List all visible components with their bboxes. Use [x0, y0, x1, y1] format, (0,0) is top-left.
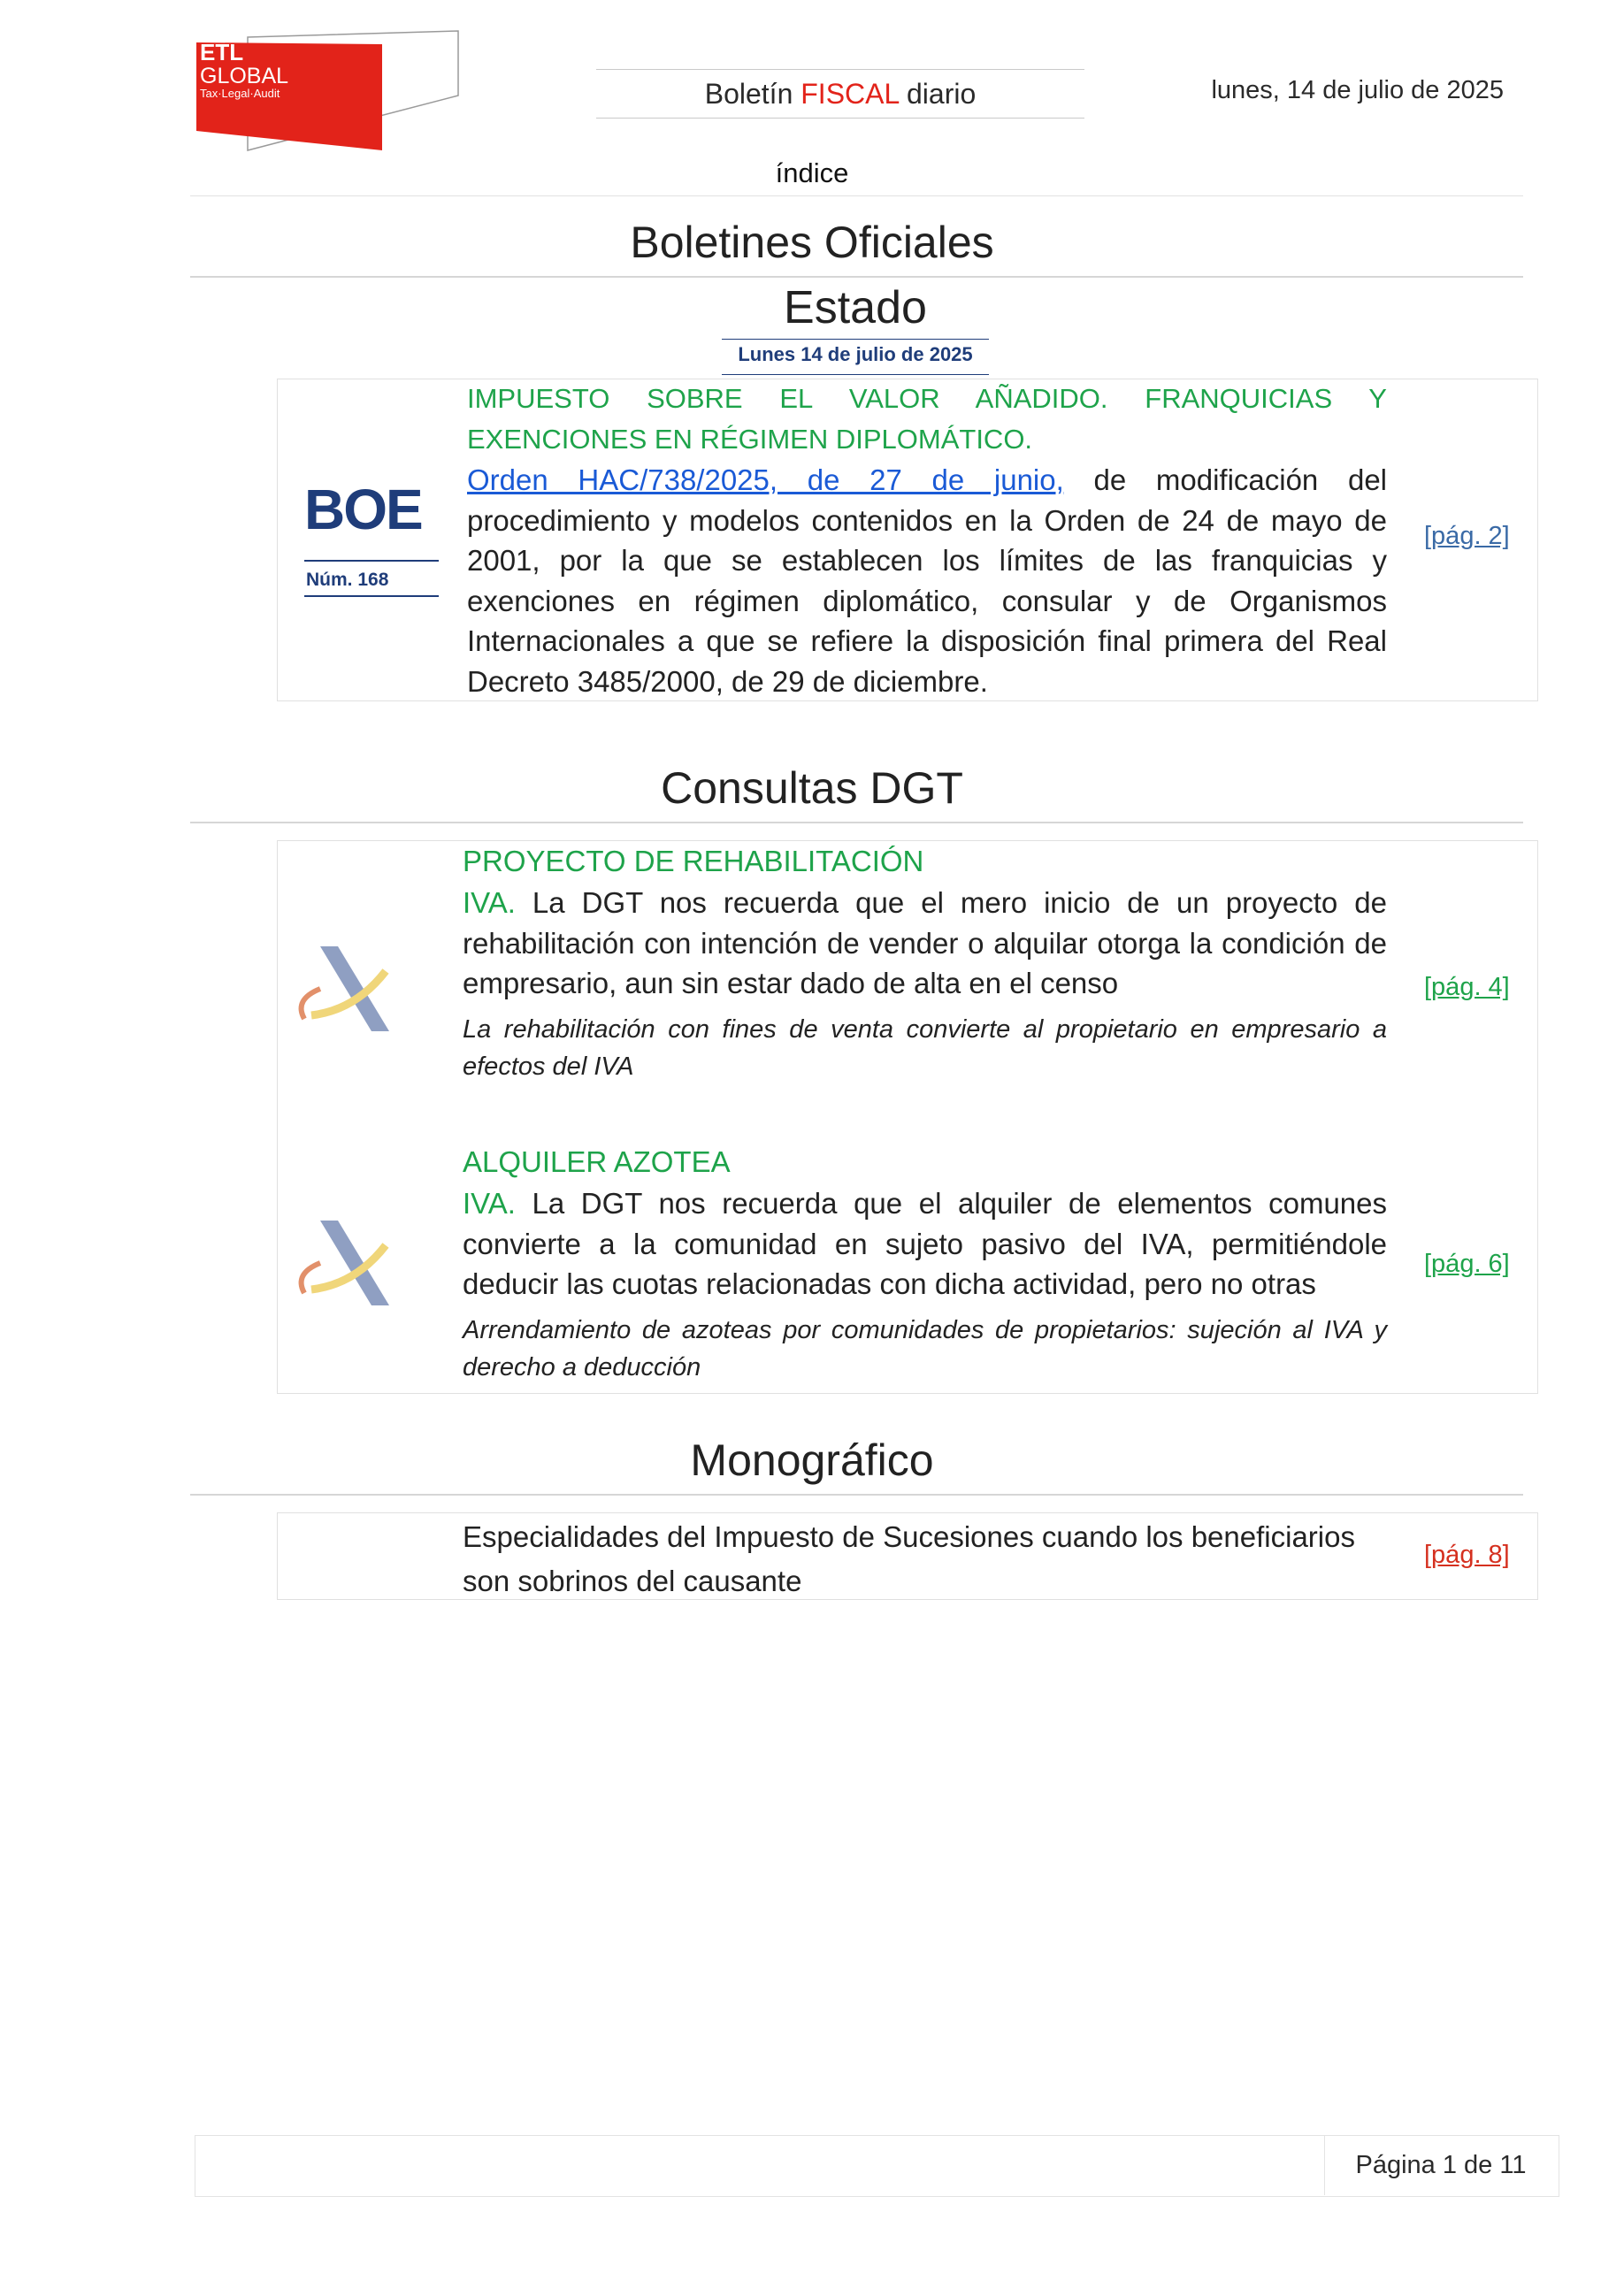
consulta-2-summary: Arrendamiento de azoteas por comunidades de propietarios: sujeción al IVA y derecho a deducción	[463, 1315, 1387, 1381]
boe-logo-text: BOE	[304, 486, 422, 541]
boe-entry-body: de modificación del procedimiento y modelos contenidos en la Orden de 24 de mayo de 2001, por la que se establecen los límites de las franquicias y exenciones en régimen diplomático, consular y de Organismos Internacionales a que se refiere la disposición final primera del Real Decreto 3485/2000, de 29 de diciembre.	[467, 463, 1388, 698]
consulta-2-body: La DGT nos recuerda que el alquiler de elementos comunes convierte a la comunidad en sujeto pasivo del IVA, permitiéndole deducir las cuotas relacionadas con dicha actividad, pero no otras	[463, 1187, 1387, 1300]
orden-hac-link[interactable]: Orden HAC/738/2025, de 27 de junio,	[467, 463, 1064, 496]
consulta-1-summary: La rehabilitación con fines de venta convierte al propietario en empresario a efectos del IVA	[463, 1014, 1387, 1081]
section-title-monografico: Monográfico	[690, 1435, 934, 1485]
page-number: Página 1 de 11	[1355, 2151, 1527, 2179]
logo-sub: GLOBAL	[200, 64, 289, 88]
section-title-boletines: Boletines Oficiales	[630, 218, 994, 267]
boe-entry	[467, 379, 1387, 701]
consulta-entry-1	[463, 840, 1387, 1085]
consulta-entry-2	[463, 1141, 1387, 1386]
boe-number: Núm. 168	[306, 570, 389, 590]
logo-brand: ETL	[200, 39, 244, 65]
consulta-1-body: La DGT nos recuerda que el mero inicio de un proyecto de rehabilitación con intención de vender o alquilar otorga la condición de empresario, aun sin estar dado de alta en el censo	[463, 886, 1387, 999]
estado-rule-bottom	[722, 374, 989, 375]
bulletin-title-prefix: Boletín	[704, 78, 801, 110]
logo-tagline: Tax·Legal·Audit	[200, 87, 280, 100]
consulta-1-heading: PROYECTO DE REHABILITACIÓN	[463, 845, 924, 877]
boe-logo	[304, 486, 440, 601]
bulletin-title	[596, 69, 1084, 119]
section-subtitle-estado: Estado	[784, 282, 927, 333]
section-divider-consultas	[190, 822, 1523, 823]
boe-page-ref-link[interactable]: [pág. 2]	[1424, 522, 1510, 550]
etl-global-logo	[196, 27, 462, 159]
bulletin-date: lunes, 14 de julio de 2025	[1211, 76, 1504, 104]
index-label: índice	[775, 157, 849, 188]
consulta-2-tag: IVA.	[463, 1187, 516, 1220]
section-divider-boletines	[190, 276, 1523, 278]
estado-date: Lunes 14 de julio de 2025	[738, 343, 973, 365]
consulta-2-page-ref-link[interactable]: [pág. 6]	[1424, 1250, 1510, 1278]
consulta-2-heading: ALQUILER AZOTEA	[463, 1145, 731, 1178]
estado-rule-top	[722, 339, 989, 340]
consulta-1-page-ref-link[interactable]: [pág. 4]	[1424, 973, 1510, 1001]
monografico-page-ref-link[interactable]: [pág. 8]	[1424, 1541, 1510, 1569]
section-title-consultas: Consultas DGT	[661, 763, 963, 813]
index-divider	[190, 195, 1523, 196]
monografico-entry: Especialidades del Impuesto de Sucesiones cuando los beneficiarios son sobrinos del causante	[463, 1520, 1355, 1597]
bulletin-title-highlight: FISCAL	[801, 78, 900, 110]
bulletin-title-suffix: diario	[899, 78, 977, 110]
aeat-logo-icon	[294, 946, 389, 1035]
boe-entry-heading: IMPUESTO SOBRE EL VALOR AÑADIDO. FRANQUICIAS Y EXENCIONES EN RÉGIMEN DIPLOMÁTICO.	[467, 383, 1387, 455]
aeat-logo-icon	[294, 1221, 389, 1309]
section-divider-monografico	[190, 1494, 1523, 1496]
consulta-1-tag: IVA.	[463, 886, 516, 919]
